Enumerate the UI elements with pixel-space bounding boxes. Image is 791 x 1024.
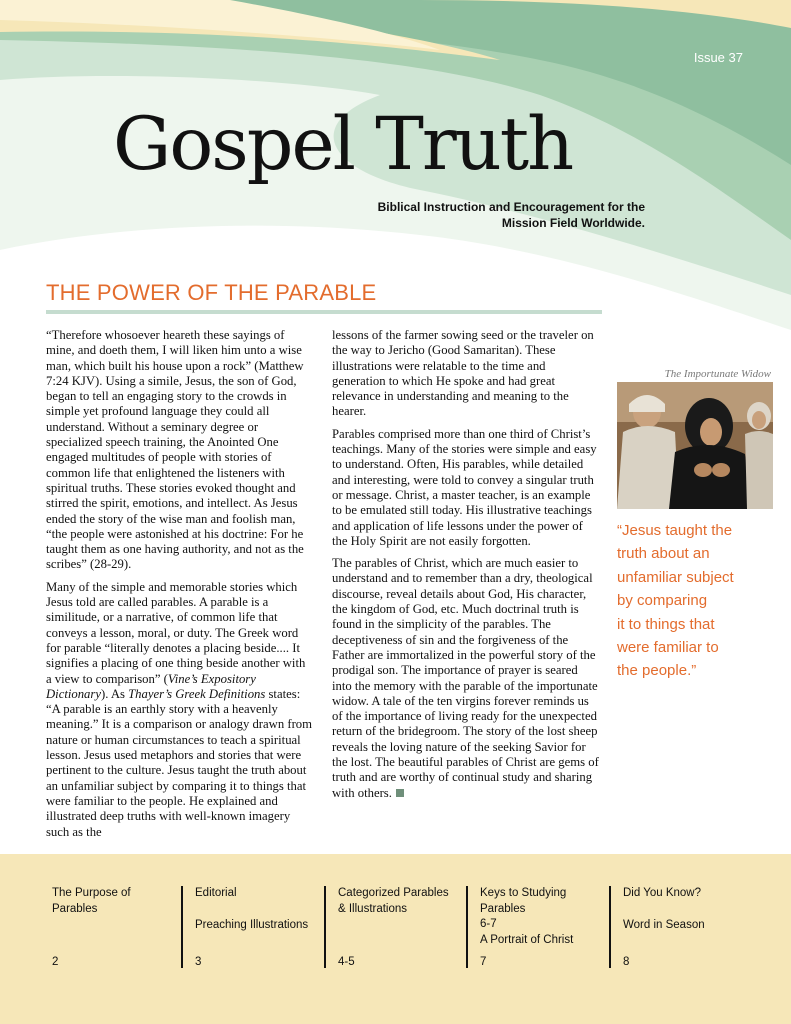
text-run: ). As xyxy=(100,686,129,701)
toc-title-line: 6-7 xyxy=(480,918,497,930)
toc-title-line: The Purpose of xyxy=(52,887,131,899)
text-run: Many of the simple and memorable stories which Jesus told are called parables. A parable is a similitude, or a narrative, of common life that conveys a lesson, moral, or duty. The Greek word for parable “literally denotes a placing beside.... It signifies a placing of one thing beside another with a view to comparison” ( xyxy=(46,579,306,686)
toc-divider xyxy=(181,886,183,968)
toc-divider xyxy=(609,886,611,968)
article-column-1 xyxy=(46,328,314,847)
article-column-2 xyxy=(332,328,600,808)
pull-quote-line: were familiar to xyxy=(617,639,719,657)
article-paragraph xyxy=(332,556,600,801)
toc-page-number: 7 xyxy=(480,956,487,968)
text-run: The parables of Christ, which are much easier to understand and to remember than a dry, theological discourse, reveal details about God, His character, the kingdom of God, etc. Much doctrinal truth is found in the simplicity of the parables. The deceptiveness of sin and the forgiveness of the Father are immortalized in the powerful story of the prodigal son. The importance of prayer is seared into the memory with the parable of the importunate widow. A tale of the ten virgins forever reminds us of the importance of living ready for the unexpected return of the bridegroom. The story of the lost sheep reveals the loving nature of the seeking Savior for the lost. The beautiful parables of Christ are gems of truth and are worthy of continual study and sharing with others. xyxy=(332,556,599,800)
toc-spacer xyxy=(195,902,319,918)
toc-title-line: Word in Season xyxy=(623,918,705,931)
toc-title-line: Preaching Illustrations xyxy=(195,918,309,931)
pull-quote-line: “Jesus taught the xyxy=(617,522,733,539)
toc-title-line: Did You Know? xyxy=(623,887,702,899)
tagline xyxy=(345,199,645,231)
pull-quote xyxy=(617,519,777,683)
pull-quote-line: truth about an xyxy=(617,545,710,563)
toc-title-line: Categorized Parables xyxy=(338,887,449,899)
table-of-contents xyxy=(0,854,791,1024)
toc-title-line: Parables xyxy=(480,902,526,915)
toc-divider xyxy=(324,886,326,968)
toc-title-line: A Portrait of Christ xyxy=(480,933,574,946)
article-headline: THE POWER OF THE PARABLE xyxy=(46,280,377,305)
widow-photo xyxy=(617,382,773,509)
citation-thayer: Thayer’s Greek Definitions xyxy=(128,686,266,701)
pull-quote-line: the people.” xyxy=(617,662,697,680)
toc-page-number: 8 xyxy=(623,956,630,968)
citation-vines: Vine’s Expository Dictionary xyxy=(46,671,256,701)
issue-number: Issue 37 xyxy=(693,50,743,65)
toc-item-editorial[interactable] xyxy=(195,886,319,968)
tagline-line-1: Biblical Instruction and Encouragement for the xyxy=(377,200,645,214)
pull-quote-line: by comparing xyxy=(617,592,708,610)
toc-item-did-you-know[interactable] xyxy=(623,886,747,968)
toc-divider xyxy=(466,886,468,968)
toc-item-categorized[interactable] xyxy=(338,886,462,968)
toc-title-line: Keys to Studying xyxy=(480,887,567,899)
toc-item-purpose[interactable] xyxy=(52,886,176,968)
pull-quote-line: it to things that xyxy=(617,615,715,633)
toc-spacer xyxy=(623,902,747,918)
toc-title-line: Editorial xyxy=(195,887,237,899)
toc-title-line: & Illustrations xyxy=(338,902,408,915)
headline-rule xyxy=(46,310,602,314)
photo-caption: The Importunate Widow xyxy=(664,368,771,380)
article-paragraph: lessons of the farmer sowing seed or the traveler on the way to Jericho (Good Samaritan). These illustrations were relatable to the time and generation to which He spoke and had great relevance in understanding and meaning to the hearer. xyxy=(332,328,594,419)
article-paragraph: Parables comprised more than one third of Christ’s teachings. Many of the stories were simple and easy to understand. Often, His parables, while detailed and interesting, were told to convey a singular truth or message. Christ, a master teacher, is an example to be emulated still today. His illustrative teachings and application of life lessons under the power of the Holy Spirit are not easily forgotten. xyxy=(332,426,597,548)
article-paragraph xyxy=(46,580,314,840)
pull-quote-line: unfamiliar subject xyxy=(617,568,734,586)
end-mark-icon xyxy=(396,789,404,797)
toc-page-number: 3 xyxy=(195,956,202,968)
masthead-title: Gospel Truth xyxy=(113,102,573,187)
toc-page-number: 2 xyxy=(52,956,59,968)
toc-page-number: 4-5 xyxy=(338,956,355,968)
tagline-line-2: Mission Field Worldwide. xyxy=(501,216,645,230)
article-paragraph: “Therefore whosoever heareth these sayings of mine, and doeth them, I will liken him unto a wise man, which built his house upon a rock” (Matthew 7:24 KJV). Using a simile, Jesus, the son of God, began to tell an engaging story to the crowds in simple yet profound language they could all understand. Without a seminary degree or specialized speech training, the Anointed One engaged multitudes of people with stories of common life that enlightened the listeners with spiritual truths. These stories evoked thought and stirred the spirit, emotions, and intellect. As Jesus ended the story of the wise man and foolish man, “the people were astonished at his doctrine: For he taught them as one having authority, and not as the scribes” (28-29). xyxy=(46,328,304,572)
toc-title-line: Parables xyxy=(52,902,98,915)
toc-item-keys[interactable] xyxy=(480,886,604,968)
text-run: states: “A parable is an earthly story with a heavenly meaning.” It is a comparison or analogy drawn from nature or human circumstances to teach a spiritual lesson. Jesus used metaphors and stories that were pertinent to the culture. Jesus taught the truth about an unfamiliar subject by comparing it to things that were familiar to the people. He explained and illustrated deep truths with well-known imagery such as the xyxy=(46,686,313,839)
